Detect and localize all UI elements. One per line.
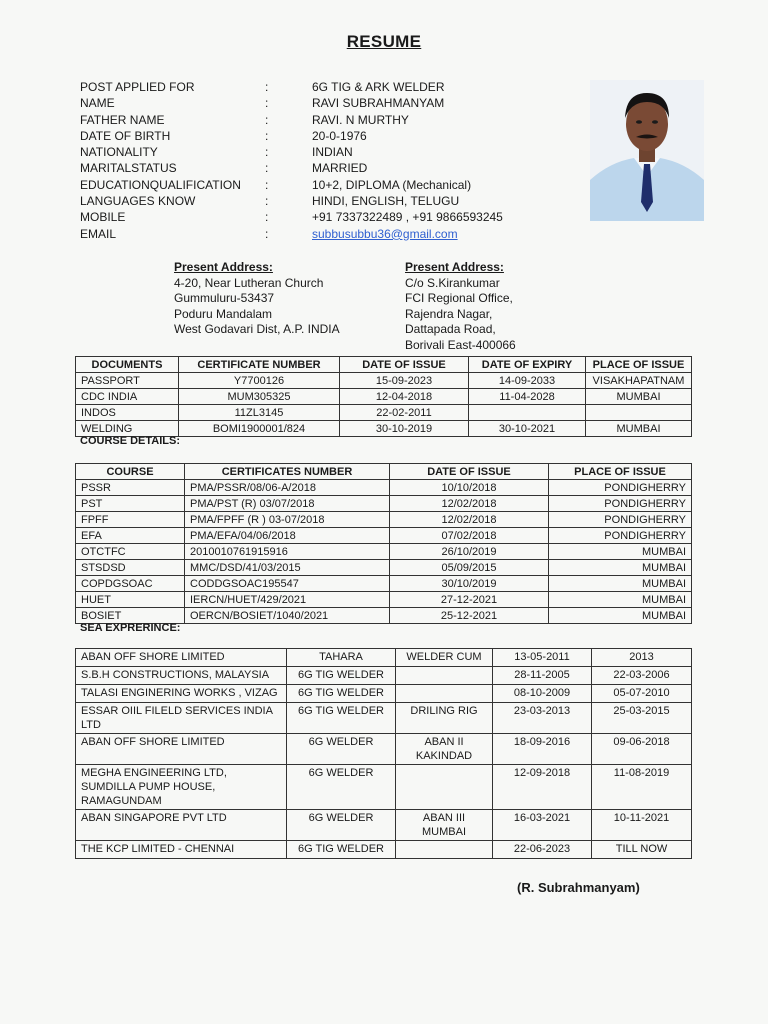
table-header-row	[76, 357, 692, 373]
table-row	[76, 765, 692, 810]
table-row	[76, 592, 692, 608]
table-cell: 22-06-2023	[493, 841, 592, 859]
table-cell: ABAN II KAKINDAD	[396, 734, 493, 765]
address-heading: Present Address:	[174, 260, 273, 274]
table-cell	[586, 405, 692, 421]
email-link[interactable]: subbusubbu36@gmail.com	[312, 226, 458, 241]
address-line: 4-20, Near Lutheran Church	[174, 275, 324, 290]
column-header: CERTIFICATE NUMBER	[179, 357, 340, 373]
address-line: Rajendra Nagar,	[405, 306, 493, 321]
table-cell: 14-09-2033	[469, 373, 586, 389]
table-cell	[396, 667, 493, 685]
documents-table	[75, 356, 692, 437]
info-value: RAVI. N MURTHY	[312, 112, 409, 127]
profile-photo	[590, 80, 704, 221]
column-header: DATE OF EXPIRY	[469, 357, 586, 373]
table-cell: WELDING	[76, 421, 179, 437]
table-cell: 10/10/2018	[390, 480, 549, 496]
table-cell: PMA/FPFF (R ) 03-07/2018	[185, 512, 390, 528]
column-header: PLACE OF ISSUE	[586, 357, 692, 373]
table-cell: PMA/PST (R) 03/07/2018	[185, 496, 390, 512]
table-cell: 30-10-2021	[469, 421, 586, 437]
info-colon: :	[265, 112, 269, 127]
info-colon: :	[265, 194, 269, 209]
info-colon: :	[265, 161, 269, 176]
info-value: INDIAN	[312, 145, 353, 160]
column-header: COURSE	[76, 464, 185, 480]
info-value: RAVI SUBRAHMANYAM	[312, 96, 445, 111]
table-cell: MMC/DSD/41/03/2015	[185, 560, 390, 576]
table-cell: 6G TIG WELDER	[287, 667, 396, 685]
table-cell: 6G TIG WELDER	[287, 703, 396, 734]
table-cell: CODDGSOAC195547	[185, 576, 390, 592]
address-line: Dattapada Road,	[405, 322, 496, 336]
info-colon: :	[265, 96, 269, 111]
info-colon: :	[265, 80, 269, 94]
table-header-row	[76, 464, 692, 480]
table-cell: 18-09-2016	[493, 734, 592, 765]
table-cell: 09-06-2018	[592, 734, 692, 765]
table-cell: MUMBAI	[549, 544, 692, 560]
table-cell: INDOS	[76, 405, 179, 421]
courses-table	[75, 463, 692, 624]
table-cell: MUM305325	[179, 389, 340, 405]
info-label: MOBILE	[80, 210, 126, 225]
address-line: Gummuluru-53437	[174, 291, 275, 305]
table-cell: 11-04-2028	[469, 389, 586, 405]
table-cell	[396, 841, 493, 859]
table-cell: 10-11-2021	[592, 810, 692, 841]
table-cell: TILL NOW	[592, 841, 692, 859]
column-header: DATE OF ISSUE	[340, 357, 469, 373]
table-cell: Y7700126	[179, 373, 340, 389]
table-cell: ABAN SINGAPORE PVT LTD	[76, 810, 287, 841]
table-cell: PONDIGHERRY	[549, 528, 692, 544]
table-cell: 6G WELDER	[287, 810, 396, 841]
info-colon: :	[265, 210, 269, 225]
info-value: MARRIED	[312, 161, 368, 176]
table-row	[76, 480, 692, 496]
address-line: West Godavari Dist, A.P. INDIA	[174, 322, 340, 336]
course-details-heading: COURSE DETAILS:	[80, 435, 181, 447]
info-label: MARITALSTATUS	[80, 161, 177, 176]
table-cell: EFA	[76, 528, 185, 544]
table-cell: 23-03-2013	[493, 703, 592, 734]
table-cell: OERCN/BOSIET/1040/2021	[185, 608, 390, 624]
table-cell	[469, 405, 586, 421]
table-cell: 27-12-2021	[390, 592, 549, 608]
table-cell: MUMBAI	[586, 421, 692, 437]
column-header: DOCUMENTS	[76, 357, 179, 373]
info-value: 6G TIG & ARK WELDER	[312, 80, 445, 94]
table-cell: 11ZL3145	[179, 405, 340, 421]
table-row	[76, 734, 692, 765]
address-line: C/o S.Kirankumar	[405, 275, 500, 290]
table-cell: BOMI1900001/824	[179, 421, 340, 437]
table-row	[76, 405, 692, 421]
person-photo-icon	[590, 80, 704, 221]
info-value: +91 7337322489 , +91 9866593245	[312, 210, 503, 225]
sea-experience-heading: SEA EXPRERINCE:	[80, 622, 181, 634]
table-cell: 2013	[592, 649, 692, 667]
table-cell	[396, 765, 493, 810]
table-cell: FPFF	[76, 512, 185, 528]
table-cell	[396, 685, 493, 703]
table-cell: 15-09-2023	[340, 373, 469, 389]
table-cell: 30-10-2019	[340, 421, 469, 437]
info-colon: :	[265, 145, 269, 160]
table-row	[76, 810, 692, 841]
table-cell: TAHARA	[287, 649, 396, 667]
table-cell: ABAN OFF SHORE LIMITED	[76, 734, 287, 765]
column-header: CERTIFICATES NUMBER	[185, 464, 390, 480]
table-row	[76, 528, 692, 544]
table-cell: 6G WELDER	[287, 734, 396, 765]
table-cell: 6G TIG WELDER	[287, 685, 396, 703]
address-line: FCI Regional Office,	[405, 291, 513, 305]
table-cell: 12-09-2018	[493, 765, 592, 810]
table-row	[76, 667, 692, 685]
address-line: Poduru Mandalam	[174, 306, 273, 321]
info-value: 20-0-1976	[312, 128, 367, 143]
table-row	[76, 389, 692, 405]
table-cell: 05-07-2010	[592, 685, 692, 703]
table-cell: MUMBAI	[549, 608, 692, 624]
table-cell: ABAN III MUMBAI	[396, 810, 493, 841]
page-title: RESUME	[346, 32, 422, 51]
table-cell: CDC INDIA	[76, 389, 179, 405]
table-cell: PSSR	[76, 480, 185, 496]
table-cell: ESSAR OIIL FILELD SERVICES INDIA LTD	[76, 703, 287, 734]
table-cell: DRILING RIG	[396, 703, 493, 734]
table-row	[76, 512, 692, 528]
table-row	[76, 496, 692, 512]
signature-name: (R. Subrahmanyam)	[517, 880, 640, 895]
table-cell: 07/02/2018	[390, 528, 549, 544]
info-colon: :	[265, 177, 269, 192]
table-cell: 2010010761915916	[185, 544, 390, 560]
table-cell: 28-11-2005	[493, 667, 592, 685]
address-line: Borivali East-400066	[405, 337, 516, 352]
table-cell: 25-03-2015	[592, 703, 692, 734]
table-cell: 11-08-2019	[592, 765, 692, 810]
info-label: POST APPLIED FOR	[80, 80, 195, 94]
table-cell: 6G WELDER	[287, 765, 396, 810]
table-cell: COPDGSOAC	[76, 576, 185, 592]
table-cell: ABAN OFF SHORE LIMITED	[76, 649, 287, 667]
table-row	[76, 841, 692, 859]
table-cell: OTCTFC	[76, 544, 185, 560]
info-label: DATE OF BIRTH	[80, 128, 171, 143]
info-value: HINDI, ENGLISH, TELUGU	[312, 194, 460, 209]
table-cell: PONDIGHERRY	[549, 496, 692, 512]
table-cell: BOSIET	[76, 608, 185, 624]
table-cell: VISAKHAPATNAM	[586, 373, 692, 389]
table-cell: 13-05-2011	[493, 649, 592, 667]
table-cell: 30/10/2019	[390, 576, 549, 592]
table-cell: 12-04-2018	[340, 389, 469, 405]
table-cell: MEGHA ENGINEERING LTD, SUMDILLA PUMP HOUSE, RAMAGUNDAM	[76, 765, 287, 810]
experience-table	[75, 648, 692, 859]
info-label: EMAIL	[80, 226, 117, 241]
info-colon: :	[265, 226, 269, 241]
table-cell: PONDIGHERRY	[549, 480, 692, 496]
table-row	[76, 576, 692, 592]
table-cell: PMA/PSSR/08/06-A/2018	[185, 480, 390, 496]
info-label: NATIONALITY	[80, 145, 158, 160]
table-cell: PASSPORT	[76, 373, 179, 389]
table-cell: 12/02/2018	[390, 512, 549, 528]
table-cell: PST	[76, 496, 185, 512]
table-row	[76, 544, 692, 560]
table-cell: 22-03-2006	[592, 667, 692, 685]
table-cell: MUMBAI	[586, 389, 692, 405]
info-colon: :	[265, 128, 269, 143]
info-label: LANGUAGES KNOW	[80, 194, 196, 209]
column-header: DATE OF ISSUE	[390, 464, 549, 480]
info-label: NAME	[80, 96, 115, 111]
table-cell: WELDER CUM	[396, 649, 493, 667]
table-cell: S.B.H CONSTRUCTIONS, MALAYSIA	[76, 667, 287, 685]
table-cell: 08-10-2009	[493, 685, 592, 703]
table-cell: PONDIGHERRY	[549, 512, 692, 528]
table-cell: IERCN/HUET/429/2021	[185, 592, 390, 608]
table-cell: THE KCP LIMITED - CHENNAI	[76, 841, 287, 859]
table-cell: 16-03-2021	[493, 810, 592, 841]
table-cell: MUMBAI	[549, 576, 692, 592]
table-cell: TALASI ENGINERING WORKS , VIZAG	[76, 685, 287, 703]
table-row	[76, 703, 692, 734]
table-cell: HUET	[76, 592, 185, 608]
column-header: PLACE OF ISSUE	[549, 464, 692, 480]
table-row	[76, 649, 692, 667]
address-heading: Present Address:	[405, 260, 504, 274]
info-value: 10+2, DIPLOMA (Mechanical)	[312, 177, 472, 192]
table-cell: 22-02-2011	[340, 405, 469, 421]
table-row	[76, 685, 692, 703]
table-cell: 6G TIG WELDER	[287, 841, 396, 859]
table-cell: MUMBAI	[549, 592, 692, 608]
table-cell: STSDSD	[76, 560, 185, 576]
table-cell: 26/10/2019	[390, 544, 549, 560]
address-block-left	[174, 260, 340, 338]
info-label: FATHER NAME	[80, 112, 165, 127]
table-cell: 25-12-2021	[390, 608, 549, 624]
table-row	[76, 560, 692, 576]
table-cell: PMA/EFA/04/06/2018	[185, 528, 390, 544]
table-cell: MUMBAI	[549, 560, 692, 576]
info-label: EDUCATIONQUALIFICATION	[80, 177, 241, 192]
table-cell: 12/02/2018	[390, 496, 549, 512]
table-cell: 05/09/2015	[390, 560, 549, 576]
address-block-right	[405, 260, 516, 353]
table-row	[76, 373, 692, 389]
